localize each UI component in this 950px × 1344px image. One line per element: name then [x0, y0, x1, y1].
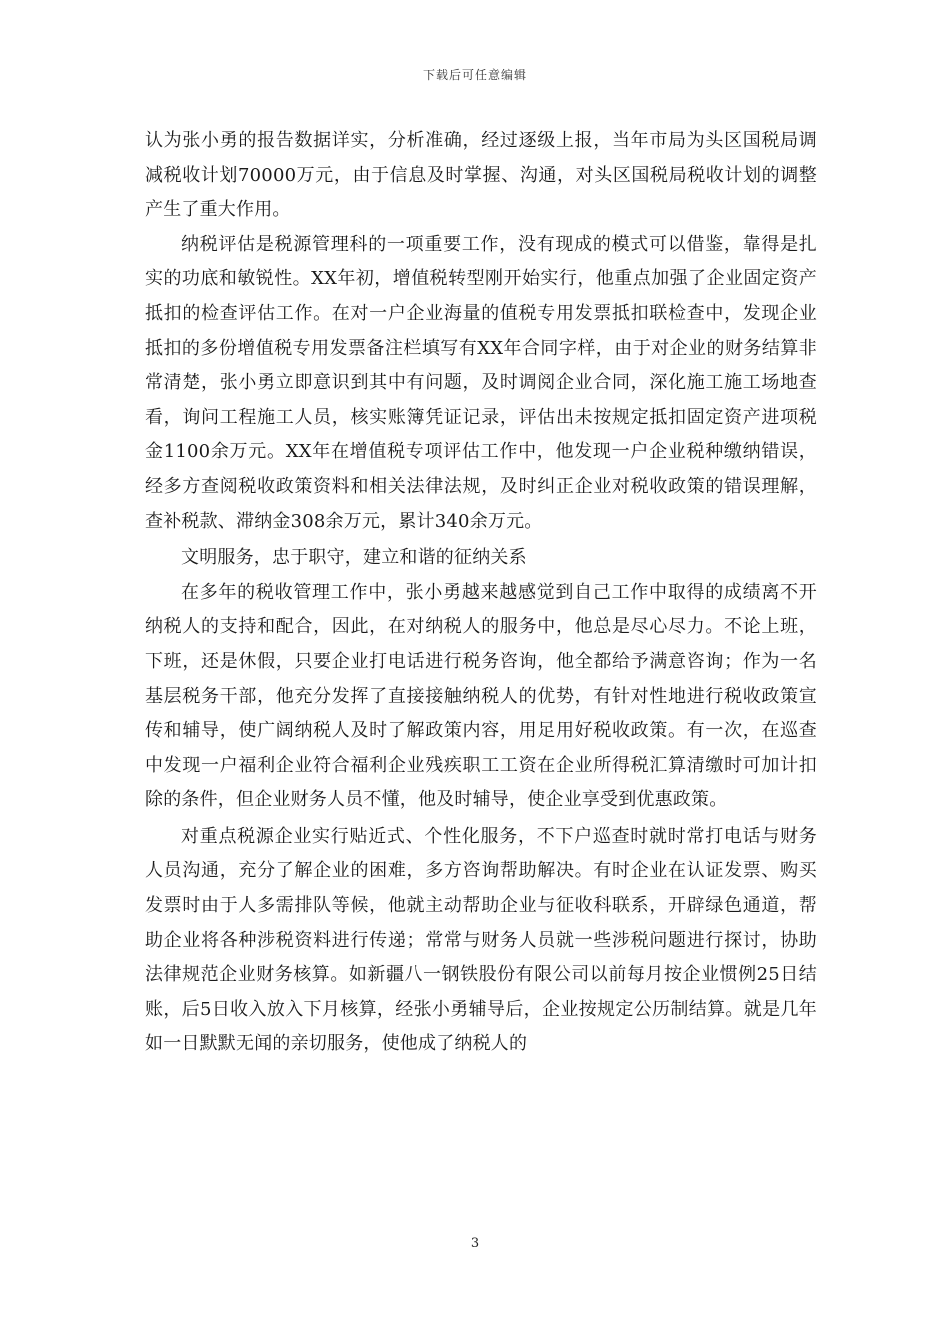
- page-header: 下载后可任意编辑: [422, 68, 527, 82]
- paragraph-4: 对重点税源企业实行贴近式、个性化服务，不下户巡查时就时常打电话与财务人员沟通，充分了解企业的困难，多方咨询帮助解决。有时企业在认证发票、购买发票时由于人多需排队等候，他就主动帮助企业与征收科联系，开辟绿色通道，帮助企业将各种涉税资料进行传递；常常与财务人员就一些涉税问题进行探讨，协助法律规范企业财务核算。如新疆八一钢铁股份有限公司以前每月按企业惯例25日结账，后5日收入放入下月核算，经张小勇辅导后，企业按规定公历制结算。就是几年如一日默默无闻的亲切服务，使他成了纳税人的: [145, 825, 817, 1055]
- paragraph-2: 纳税评估是税源管理科的一项重要工作，没有现成的模式可以借鉴，靠得是扎实的功底和敏锐性。XX年初，增值税转型刚开始实行，他重点加强了企业固定资产抵扣的检查评估工作。在对一户企业海量的值税专用发票抵扣联检查中，发现企业抵扣的多份增值税专用发票备注栏填写有XX年合同字样，由于对企业的财务结算非常清楚，张小勇立即意识到其中有问题，及时调阅企业合同，深化施工施工场地查看，询问工程施工人员，核实账簿凭证记录，评估出未按规定抵扣固定资产进项税金1100余万元。XX年在增值税专项评估工作中，他发现一户企业税种缴纳错误，经多方查阅税收政策资料和相关法律法规，及时纠正企业对税收政策的错误理解，查补税款、滞纳金308余万元，累计340余万元。: [145, 233, 817, 532]
- section-heading: 文明服务，忠于职守，建立和谐的征纳关系: [181, 547, 527, 569]
- paragraph-3: 在多年的税收管理工作中，张小勇越来越感觉到自己工作中取得的成绩离不开纳税人的支持和配合，因此，在对纳税人的服务中，他总是尽心尽力。不论上班，下班，还是休假，只要企业打电话进行税务咨询，他全都给予满意咨询；作为一名基层税务干部，他充分发挥了直接接触纳税人的优势，有针对性地进行税收政策宣传和辅导，使广阔纳税人及时了解政策内容，用足用好税收政策。有一次，在巡查中发现一户福利企业符合福利企业残疾职工工资在企业所得税汇算清缴时可加计扣除的条件，但企业财务人员不懂，他及时辅导，使企业享受到优惠政策。: [145, 581, 817, 811]
- page-number: 3: [470, 1236, 480, 1251]
- paragraph-1: 认为张小勇的报告数据详实，分析准确，经过逐级上报，当年市局为头区国税局调减税收计划70000万元，由于信息及时掌握、沟通，对头区国税局税收计划的调整产生了重大作用。: [145, 130, 817, 221]
- document-body: [145, 124, 817, 1062]
